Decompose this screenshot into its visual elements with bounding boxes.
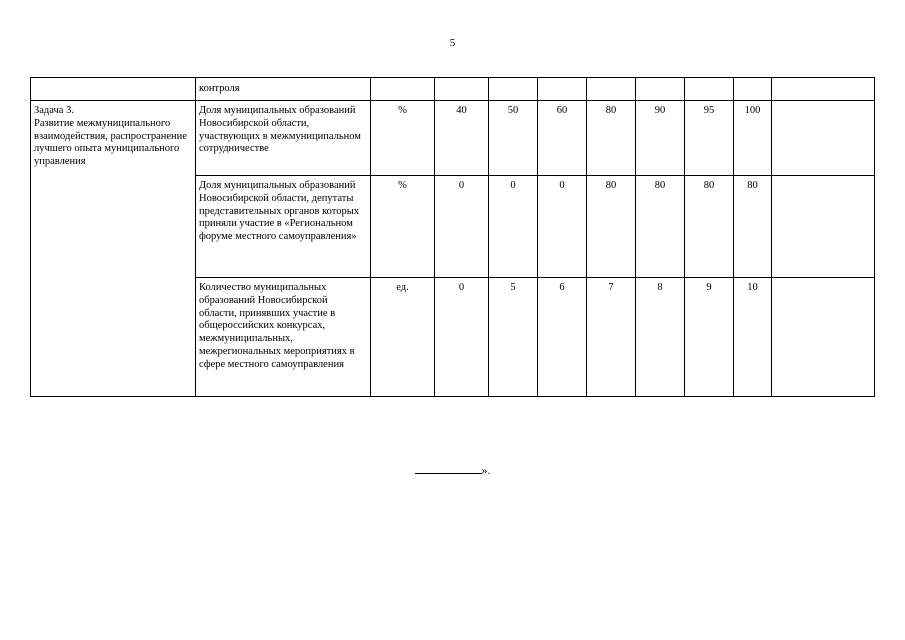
page-number: 5: [449, 37, 456, 49]
value-cell: 0: [435, 278, 489, 397]
value-cell: [538, 78, 587, 101]
value-cell: 0: [538, 176, 587, 278]
indicator-cell: Доля муниципальных образований Новосибирской области, депутаты представительных органов которых приняли участие в «Региональном форуме местного самоуправления»: [196, 176, 371, 278]
closing-mark: ».: [481, 463, 491, 477]
indicator-cell: Количество муниципальных образований Новосибирской области, принявших участие в общероссийских конкурсах, межмуниципальных, межрегиональных мероприятиях в сфере местного самоуправления: [196, 278, 371, 397]
notes-cell: [772, 278, 875, 397]
value-cell: 95: [685, 101, 734, 176]
value-cell: [636, 78, 685, 101]
value-cell: 40: [435, 101, 489, 176]
value-cell: [435, 78, 489, 101]
value-cell: [587, 78, 636, 101]
value-cell: 7: [587, 278, 636, 397]
table-row: [31, 101, 875, 176]
indicator-cell: Доля муниципальных образований Новосибирской области, участвующих в межмуниципальном сотрудничестве: [196, 101, 371, 176]
value-cell: 80: [587, 176, 636, 278]
value-cell: [489, 78, 538, 101]
value-cell: 0: [435, 176, 489, 278]
unit-cell: %: [371, 176, 435, 278]
indicators-table: [30, 77, 875, 397]
closing-line: [0, 462, 905, 478]
value-cell: 80: [685, 176, 734, 278]
value-cell: 6: [538, 278, 587, 397]
value-cell: 90: [636, 101, 685, 176]
closing-underline: [415, 462, 482, 474]
value-cell: 8: [636, 278, 685, 397]
value-cell: [734, 78, 772, 101]
value-cell: 0: [489, 176, 538, 278]
value-cell: 80: [636, 176, 685, 278]
value-cell: 5: [489, 278, 538, 397]
notes-cell: [772, 78, 875, 101]
notes-cell: [772, 176, 875, 278]
value-cell: 80: [587, 101, 636, 176]
indicator-cell: контроля: [196, 78, 371, 101]
value-cell: 100: [734, 101, 772, 176]
task-cell-empty: [31, 78, 196, 101]
notes-cell: [772, 101, 875, 176]
value-cell: 80: [734, 176, 772, 278]
unit-cell: ед.: [371, 278, 435, 397]
task-cell: Задача 3. Развитие межмуниципального взаимодействия, распространение лучшего опыта муниципального управления: [31, 101, 196, 397]
value-cell: 10: [734, 278, 772, 397]
value-cell: 60: [538, 101, 587, 176]
unit-cell: [371, 78, 435, 101]
value-cell: 9: [685, 278, 734, 397]
value-cell: [685, 78, 734, 101]
value-cell: 50: [489, 101, 538, 176]
unit-cell: %: [371, 101, 435, 176]
continuation-row: [31, 78, 875, 101]
